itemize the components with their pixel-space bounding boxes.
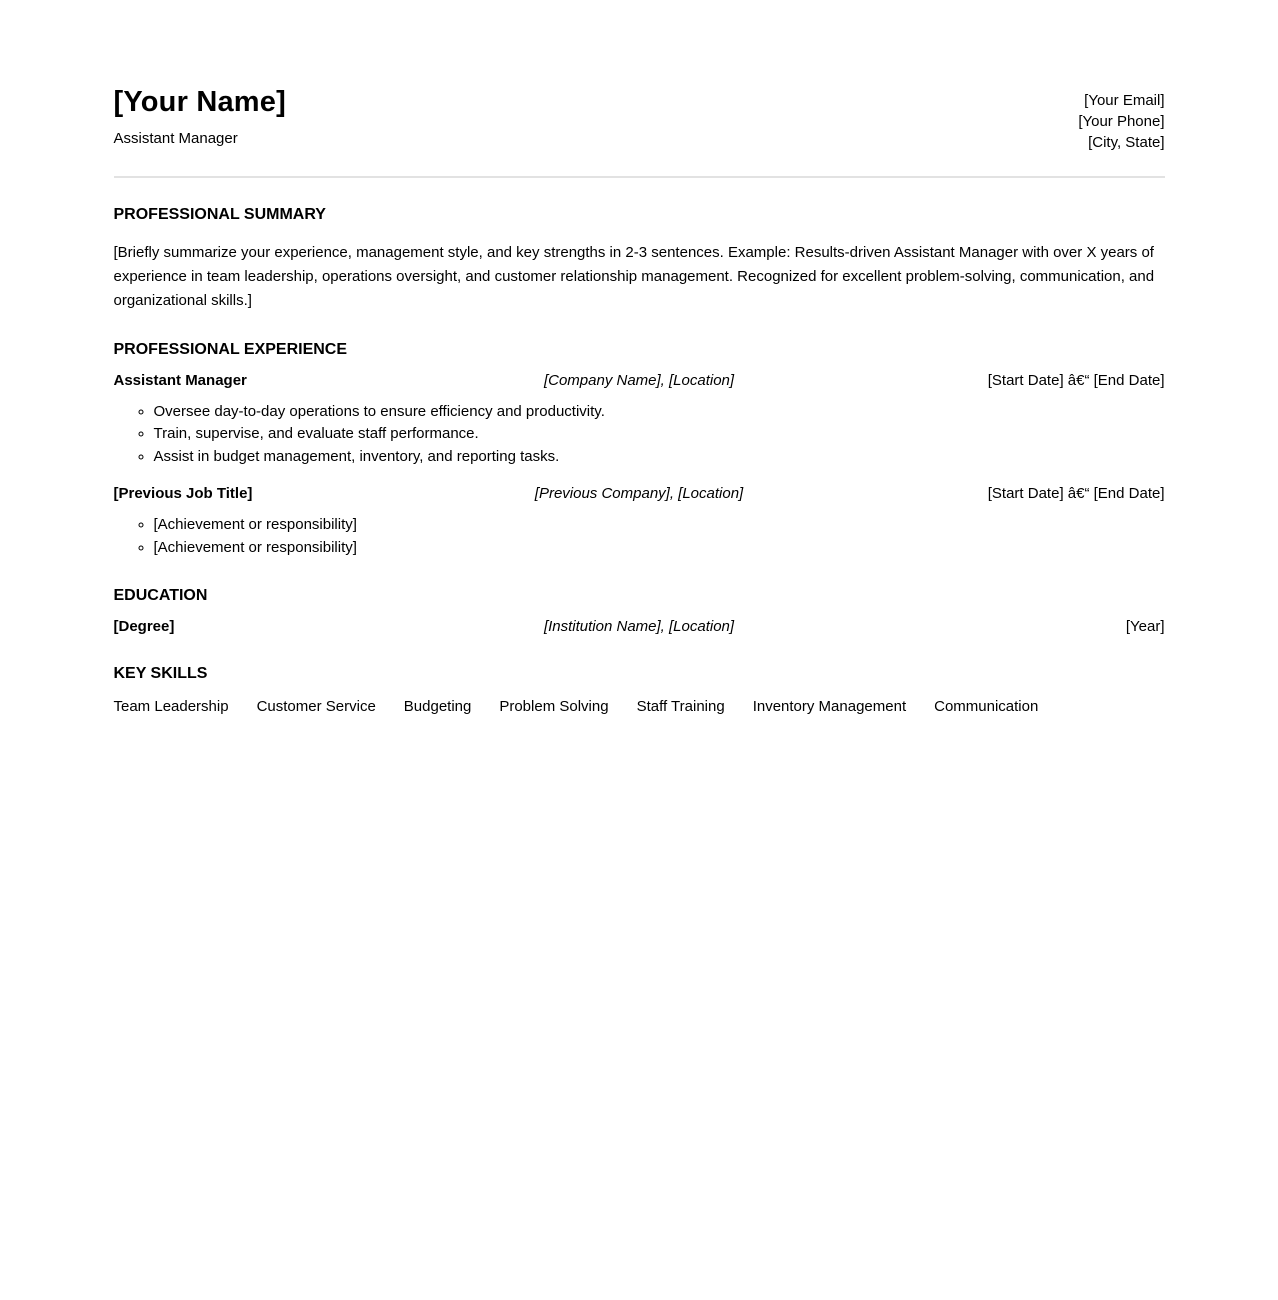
experience-entry [114,370,1165,469]
header-identity [114,86,286,153]
contact-info [1078,86,1164,153]
education-entry [114,616,1165,637]
skills-list [114,696,1165,717]
summary-heading: PROFESSIONAL SUMMARY [113,206,326,223]
header-job-title: Assistant Manager [113,130,238,148]
skill-item: Inventory Management [752,697,907,715]
job-dates: [Start Date] â€“ [End Date] [987,371,1165,389]
resume-page [114,0,1165,717]
job-bullet: ◦ [Achievement or responsibility] [154,537,1165,560]
education-entry-row [114,616,1165,637]
section-summary [114,205,1165,313]
job-bullet-list [114,401,1165,469]
job-title: Assistant Manager [113,371,247,389]
skill-item: Customer Service [256,697,376,715]
skill-item: Staff Training [636,697,725,715]
job-company: [Previous Company], [Location] [534,485,744,503]
section-skills [114,664,1165,717]
contact-phone: [Your Phone] [1078,113,1165,130]
skill-item: Team Leadership [113,697,229,715]
contact-location: [City, State] [1088,134,1165,151]
job-dates: [Start Date] â€“ [End Date] [987,485,1165,503]
summary-text: [Briefly summarize your experience, management style, and key strengths in 2-3 sentences. Example: Results-driven Assistant Manager with over X years of experience in team leadership, operations oversight, and customer relationship management. Recognized for excellent problem-solving, communication, and organizational skills.] [113,243,1155,309]
skills-heading: KEY SKILLS [113,664,208,682]
education-institution: [Institution Name], [Location] [543,617,735,635]
job-title: [Previous Job Title] [113,485,253,503]
education-year: [Year] [1125,617,1165,635]
job-bullet-list [114,514,1165,559]
job-company: [Company Name], [Location] [543,371,735,389]
job-bullet: ◦ Oversee day-to-day operations to ensure efficiency and productivity. [154,401,1165,424]
name-heading: [Your Name] [113,86,286,118]
resume-header [114,86,1165,153]
job-bullet: ◦ Assist in budget management, inventory, and reporting tasks. [154,446,1165,469]
section-experience [114,340,1165,559]
experience-entry-row [114,370,1165,391]
experience-heading: PROFESSIONAL EXPERIENCE [113,340,348,358]
skill-item: Budgeting [403,697,472,715]
skill-item: Problem Solving [499,697,609,715]
header-divider [114,176,1165,178]
education-heading: EDUCATION [113,587,208,605]
job-bullet: ◦ Train, supervise, and evaluate staff performance. [154,423,1165,446]
experience-entry-row [114,483,1165,504]
job-bullet: ◦ [Achievement or responsibility] [154,514,1165,537]
education-degree: [Degree] [113,617,175,635]
experience-entry [114,483,1165,559]
section-education [114,586,1165,637]
contact-email: [Your Email] [1084,92,1165,109]
skill-item: Communication [934,697,1039,715]
